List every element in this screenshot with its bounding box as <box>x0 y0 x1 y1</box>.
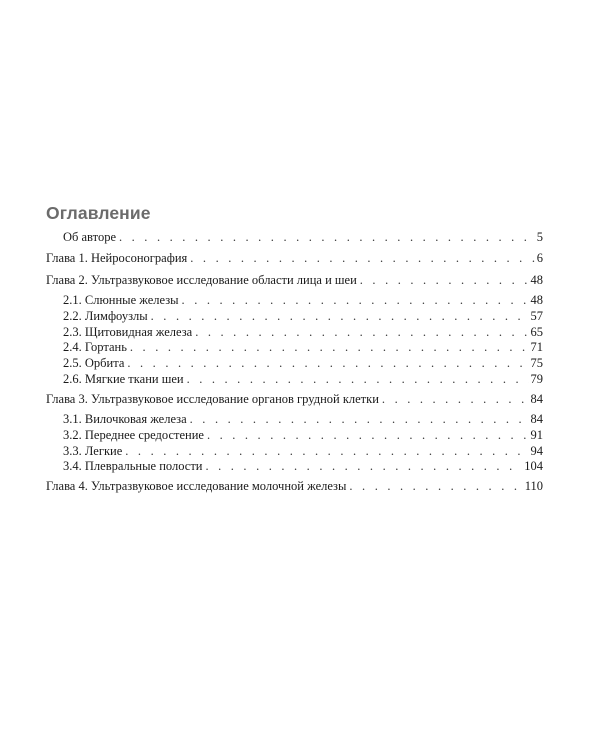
toc-entry-title: 2.6. Мягкие ткани шеи <box>63 371 184 386</box>
dot-leader <box>195 325 528 340</box>
toc-page-number: 91 <box>530 427 543 442</box>
table-of-contents <box>46 230 543 499</box>
toc-entry-section-3-4[interactable] <box>46 459 543 474</box>
toc-entry-section-2-4[interactable] <box>46 340 543 355</box>
dot-leader <box>119 230 535 245</box>
dot-leader <box>349 479 522 494</box>
toc-entry-chapter-1[interactable] <box>46 251 543 266</box>
dot-leader <box>130 340 529 355</box>
dot-leader <box>207 428 529 443</box>
dot-leader <box>182 293 529 308</box>
toc-entry-section-2-1[interactable] <box>46 293 543 308</box>
dot-leader <box>382 392 529 407</box>
toc-page-number: 75 <box>530 356 543 371</box>
toc-entry-title: 2.4. Гортань <box>63 340 127 355</box>
toc-entry-section-3-3[interactable] <box>46 444 543 459</box>
toc-page-number: 94 <box>530 443 543 458</box>
toc-page-number: 48 <box>530 293 543 307</box>
toc-entry-title: 2.5. Орбита <box>63 356 125 371</box>
toc-entry-title: Глава 1. Нейросонография <box>46 251 188 265</box>
dot-leader <box>360 273 529 288</box>
dot-leader <box>151 309 529 324</box>
dot-leader <box>190 251 534 266</box>
dot-leader <box>125 444 528 459</box>
toc-page-number: 65 <box>530 324 543 339</box>
toc-entry-chapter-4[interactable] <box>46 479 543 494</box>
toc-page-number: 71 <box>530 340 543 355</box>
toc-entry-title: 3.4. Плевральные полости <box>63 459 203 474</box>
toc-heading: Оглавление <box>46 203 151 223</box>
toc-entry-chapter-3[interactable] <box>46 392 543 407</box>
toc-entry-title: 3.1. Вилочковая железа <box>63 411 187 426</box>
toc-entry-section-2-6[interactable] <box>46 372 543 387</box>
toc-entry-title: 3.3. Легкие <box>63 443 123 458</box>
toc-entry-title: Глава 4. Ультразвуковое исследование молочной железы <box>46 479 347 494</box>
dot-leader <box>190 412 529 427</box>
toc-page-number: 57 <box>530 308 543 323</box>
toc-entry-title: 3.2. Переднее средостение <box>63 427 204 442</box>
toc-entry-title: Об авторе <box>63 230 116 244</box>
toc-entry-about-author[interactable] <box>46 230 543 245</box>
toc-entry-section-2-5[interactable] <box>46 356 543 371</box>
toc-entry-title: Глава 2. Ультразвуковое исследование области лица и шеи <box>46 273 357 287</box>
toc-entry-title: 2.2. Лимфоузлы <box>63 308 148 323</box>
toc-entry-title: Глава 3. Ультразвуковое исследование органов грудной клетки <box>46 391 379 406</box>
toc-page-number: 6 <box>536 251 543 265</box>
toc-entry-title: 2.1. Слюнные железы <box>63 293 179 307</box>
toc-entry-title: 2.3. Щитовидная железа <box>63 324 193 339</box>
toc-entry-section-2-2[interactable] <box>46 309 543 324</box>
toc-page-number: 79 <box>530 371 543 386</box>
toc-page-number: 84 <box>530 391 543 406</box>
toc-page-number: 84 <box>530 411 543 426</box>
toc-entry-section-3-2[interactable] <box>46 428 543 443</box>
toc-page-number: 48 <box>530 273 543 287</box>
toc-page-number: 104 <box>524 459 543 474</box>
toc-page-number: 5 <box>536 230 543 244</box>
toc-entry-section-2-3[interactable] <box>46 325 543 340</box>
toc-entry-chapter-2[interactable] <box>46 273 543 288</box>
toc-entry-section-3-1[interactable] <box>46 412 543 427</box>
dot-leader <box>205 459 522 474</box>
toc-page-number: 110 <box>524 479 543 494</box>
dot-leader <box>127 356 528 371</box>
dot-leader <box>187 372 529 387</box>
